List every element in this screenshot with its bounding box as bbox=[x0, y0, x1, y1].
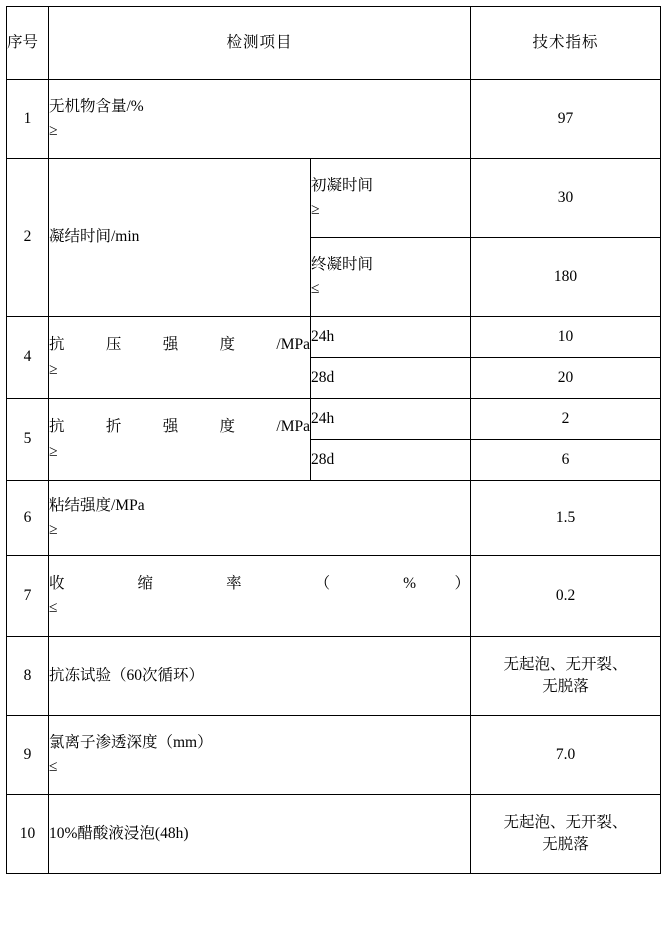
row-no: 4 bbox=[7, 317, 49, 399]
row-item-line1: 粘结强度/MPa bbox=[49, 496, 145, 514]
row-value: 7.0 bbox=[471, 716, 661, 795]
row-value-line1: 无起泡、无开裂、 bbox=[503, 655, 628, 673]
row-value: 20 bbox=[471, 358, 661, 399]
row-subitem-line1: 初凝时间 bbox=[311, 176, 374, 194]
row-item-line2: ≥ bbox=[49, 360, 58, 378]
row-no: 8 bbox=[7, 637, 49, 716]
row-item-line2: ≤ bbox=[49, 758, 58, 775]
row-subitem bbox=[311, 358, 471, 399]
row-item bbox=[49, 481, 471, 556]
row-item bbox=[49, 795, 471, 874]
table-row bbox=[7, 481, 661, 556]
row-item-line2: ≥ bbox=[49, 521, 58, 538]
row-value: 10 bbox=[471, 317, 661, 358]
row-item bbox=[49, 399, 311, 481]
row-value-line1: 无起泡、无开裂、 bbox=[503, 813, 628, 831]
row-subitem-line2: ≤ bbox=[311, 280, 320, 297]
header-item: 检测项目 bbox=[49, 7, 471, 80]
row-value: 97 bbox=[471, 80, 661, 159]
table-row bbox=[7, 399, 661, 440]
row-no: 2 bbox=[7, 159, 49, 317]
specification-table bbox=[6, 6, 661, 874]
row-item bbox=[49, 80, 471, 159]
row-subitem bbox=[311, 399, 471, 440]
row-no: 1 bbox=[7, 80, 49, 159]
row-item bbox=[49, 317, 311, 399]
row-item-line2: ≥ bbox=[49, 442, 58, 460]
table-row bbox=[7, 716, 661, 795]
row-item-line2: ≥ bbox=[49, 122, 58, 139]
row-subitem-line2: ≥ bbox=[311, 201, 320, 218]
row-item-line1: 无机物含量/% bbox=[49, 97, 144, 115]
row-item bbox=[49, 716, 471, 795]
table-row bbox=[7, 80, 661, 159]
row-value: 0.2 bbox=[471, 556, 661, 637]
row-no: 7 bbox=[7, 556, 49, 637]
row-subitem bbox=[311, 317, 471, 358]
row-item-line1: 凝结时间/min bbox=[49, 228, 140, 246]
row-value bbox=[471, 637, 661, 716]
row-value bbox=[471, 795, 661, 874]
table-header-row bbox=[7, 7, 661, 80]
row-item-line1: 收 缩 率 （ % ） bbox=[49, 574, 471, 592]
row-subitem-line1: 终凝时间 bbox=[311, 255, 374, 273]
header-no bbox=[7, 7, 49, 80]
row-value: 1.5 bbox=[471, 481, 661, 556]
row-value: 180 bbox=[471, 238, 661, 317]
row-value: 30 bbox=[471, 159, 661, 238]
document-page bbox=[0, 6, 667, 951]
row-no: 6 bbox=[7, 481, 49, 556]
table-row bbox=[7, 556, 661, 637]
row-no: 9 bbox=[7, 716, 49, 795]
row-subitem bbox=[311, 159, 471, 238]
table-row bbox=[7, 637, 661, 716]
header-value: 技术指标 bbox=[471, 7, 661, 80]
row-item-line1: 抗 折 强 度 /MPa bbox=[49, 418, 310, 436]
row-value-line2: 无脱落 bbox=[542, 836, 589, 853]
row-item-line1: 抗 压 强 度 /MPa bbox=[49, 336, 310, 354]
table-row bbox=[7, 317, 661, 358]
row-subitem-line1: 28d bbox=[311, 450, 335, 468]
row-item bbox=[49, 637, 471, 716]
row-subitem-line1: 24h bbox=[311, 327, 335, 345]
table-row bbox=[7, 795, 661, 874]
row-value-line2: 无脱落 bbox=[542, 678, 589, 695]
row-subitem-line1: 24h bbox=[311, 409, 335, 427]
row-item bbox=[49, 159, 311, 317]
row-item-line1: 氯离子渗透深度（mm） bbox=[49, 733, 213, 751]
row-subitem-line1: 28d bbox=[311, 368, 335, 386]
row-item bbox=[49, 556, 471, 637]
row-subitem bbox=[311, 238, 471, 317]
row-no: 10 bbox=[7, 795, 49, 874]
row-item-line2: ≤ bbox=[49, 599, 58, 616]
row-item-line1: 10%醋酸液浸泡(48h) bbox=[49, 824, 189, 842]
row-value: 6 bbox=[471, 440, 661, 481]
row-no: 5 bbox=[7, 399, 49, 481]
row-value: 2 bbox=[471, 399, 661, 440]
row-item-line1: 抗冻试验（60次循环） bbox=[49, 666, 205, 684]
table-row bbox=[7, 159, 661, 238]
header-no-char1: 序号 bbox=[7, 33, 39, 51]
row-subitem bbox=[311, 440, 471, 481]
